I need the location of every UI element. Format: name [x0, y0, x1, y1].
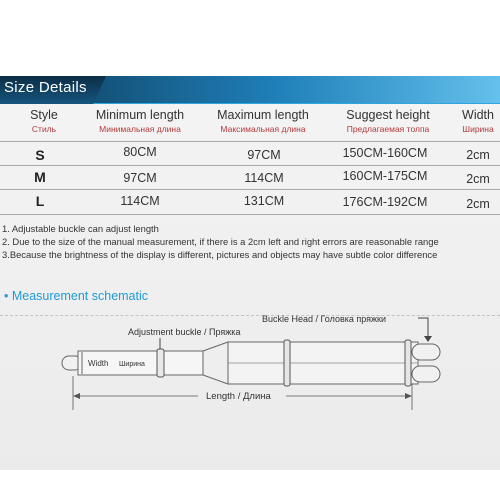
adjustment-buckle	[157, 349, 164, 377]
table-divider	[0, 214, 500, 215]
max-length-cell: 114CM	[244, 171, 284, 185]
col-header-label-ru: Стиль	[31, 124, 57, 134]
col-header-max-length	[210, 108, 316, 134]
note-line: 2. Due to the size of the manual measurement, if there is a 2cm left and right errors are reasonable range	[2, 236, 439, 247]
col-header-label: Style	[30, 108, 58, 122]
col-header-label: Minimum length	[95, 108, 185, 122]
arrow-left-icon	[73, 393, 80, 399]
col-header-suggest-height	[332, 108, 444, 134]
length-label: Length / Длина	[206, 391, 271, 402]
col-header-style	[20, 108, 68, 134]
suggest-height-cell: 150CM-160CM	[342, 146, 428, 160]
col-header-label-ru: Максимальная длина	[220, 124, 306, 134]
col-header-label-ru: Минимальная длина	[99, 124, 181, 134]
head-leader-line	[418, 318, 428, 336]
buckle-label: Adjustment buckle / Пряжка	[128, 327, 241, 337]
right-end-tab-top	[412, 344, 440, 360]
col-header-label: Suggest height	[346, 108, 430, 122]
schematic-title: • Measurement schematic	[4, 289, 149, 303]
strap-loop	[405, 340, 411, 386]
col-header-label: Maximum length	[217, 108, 309, 122]
size-cell: L	[35, 193, 45, 209]
table-divider	[0, 165, 500, 166]
min-length-cell: 97CM	[123, 171, 157, 185]
head-label: Buckle Head / Головка пряжки	[262, 314, 387, 324]
note-line: 3.Because the brightness of the display is different, pictures and objects may have subtle color difference	[2, 249, 438, 260]
width-label-ru: Ширина	[119, 361, 145, 368]
col-header-label-ru: Ширина	[462, 124, 494, 134]
strap-taper	[203, 342, 228, 384]
col-header-label: Width	[462, 108, 494, 122]
width-cell: 2cm	[466, 197, 490, 211]
table-divider	[0, 141, 500, 142]
width-label: Width	[88, 359, 109, 368]
size-cell: S	[35, 147, 45, 163]
col-header-label-ru: Предлагаемая толпа	[346, 124, 430, 134]
arrow-down-icon	[424, 336, 432, 342]
max-length-cell: 97CM	[247, 148, 281, 162]
col-header-width	[456, 108, 500, 134]
section-title: Size Details	[4, 79, 87, 96]
right-end-tab-bottom	[412, 366, 440, 382]
col-header-min-length	[88, 108, 192, 134]
width-cell: 2cm	[466, 172, 490, 186]
min-length-cell: 80CM	[123, 145, 157, 159]
min-length-cell: 114CM	[120, 194, 160, 208]
width-cell: 2cm	[466, 148, 490, 162]
size-cell: M	[34, 169, 46, 185]
max-length-cell: 131CM	[243, 194, 285, 208]
arrow-right-icon	[405, 393, 412, 399]
note-line: 1. Adjustable buckle can adjust length	[2, 223, 159, 234]
strap-loop	[284, 340, 290, 386]
suggest-height-cell: 160CM-175CM	[342, 169, 428, 183]
measurement-schematic	[0, 300, 500, 420]
table-divider	[0, 189, 500, 190]
suggest-height-cell: 176CM-192CM	[342, 195, 428, 209]
